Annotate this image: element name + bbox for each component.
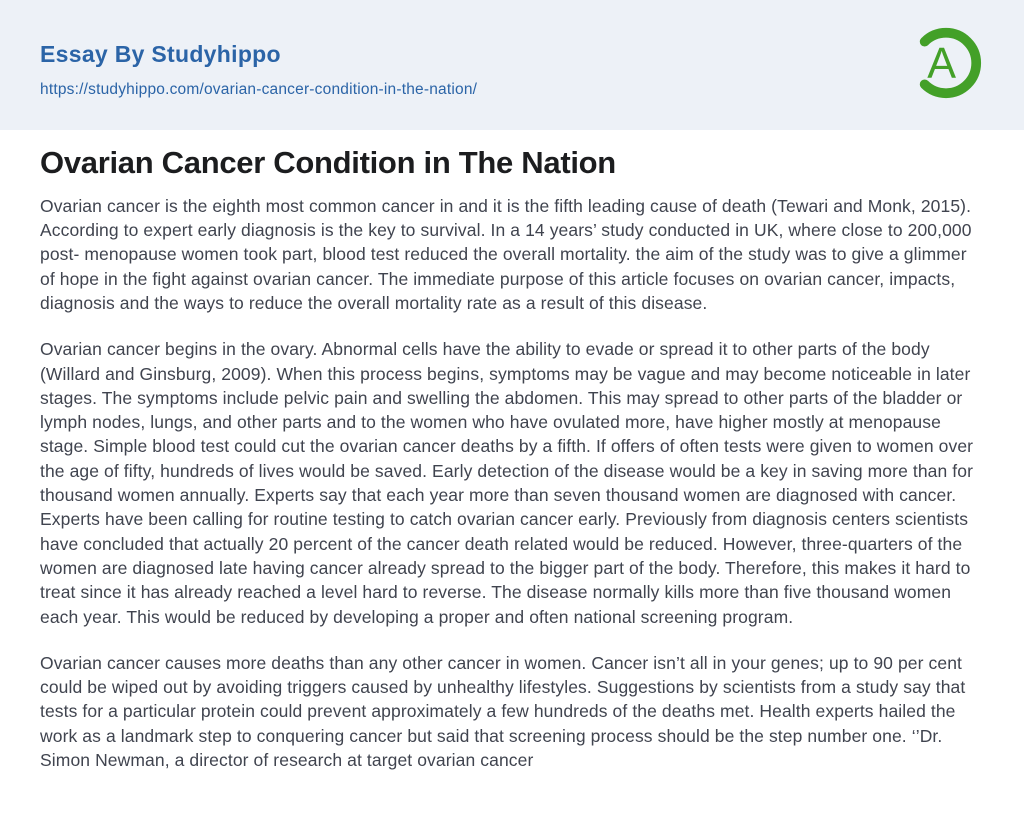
article-paragraph-3: Ovarian cancer causes more deaths than any other cancer in women. Cancer isn’t all in your genes; up to 90 per cent could be wiped out by avoiding triggers caused by unhealthy lifestyles. Suggestions by scientists from a study say that tests for a particular protein could prevent approximately a few hundreds of the deaths met. Health experts hailed the work as a landmark step to conquering cancer but said that screening process should be the step number one. ‘’Dr. Simon Newman, a director of research at target ovarian cancer [40, 652, 966, 770]
site-byline: Essay By Studyhippo [40, 41, 281, 67]
article-paragraph-1: Ovarian cancer is the eighth most common cancer in and it is the fifth leading cause of death (Tewari and Monk, 2015). According to expert early diagnosis is the key to survival. In a 14 years’ study conducted in UK, where close to 200,000 post- menopause women took part, blood test reduced the overall mortality. the aim of the study was to give a glimmer of hope in the fight against ovarian cancer. The immediate purpose of this article focuses on ovarian cancer, impacts, diagnosis and the ways to reduce the overall mortality rate as a result of this disease. [40, 195, 972, 313]
logo-circle-a-icon [905, 22, 987, 104]
logo-letter: A [927, 40, 957, 89]
article-body [0, 130, 1024, 812]
article-url-link[interactable]: https://studyhippo.com/ovarian-cancer-condition-in-the-nation/ [40, 80, 478, 98]
studyhippo-logo [905, 22, 987, 104]
article-paragraph-2: Ovarian cancer begins in the ovary. Abnormal cells have the ability to evade or spread it to other parts of the body (Willard and Ginsburg, 2009). When this process begins, symptoms may be vague and may become noticeable in later stages. The symptoms include pelvic pain and swelling the abdomen. This may spread to other parts of the bladder or lymph nodes, lungs, and other parts and to the women who have ovulated more, have higher mostly at menopause stage. Simple blood test could cut the ovarian cancer deaths by a fifth. If offers of often tests were given to women over the age of fifty, hundreds of lives would be saved. Early detection of the disease would be a key in saving more than for thousand women annually. Experts say that each year more than seven thousand women are diagnosed with cancer. Experts have been calling for routine testing to catch ovarian cancer early. Previously from diagnosis centers scientists have concluded that actually 20 percent of the cancer death related would be reduced. However, three-quarters of the women are diagnosed late having cancer already spread to the bigger part of the body. Therefore, this makes it hard to treat since it has already reached a level hard to reverse. The disease normally kills more than five thousand women each year. This would be reduced by developing a proper and often national screening program. [40, 339, 974, 627]
page-header [0, 0, 1024, 130]
article-title: Ovarian Cancer Condition in The Nation [40, 145, 616, 180]
